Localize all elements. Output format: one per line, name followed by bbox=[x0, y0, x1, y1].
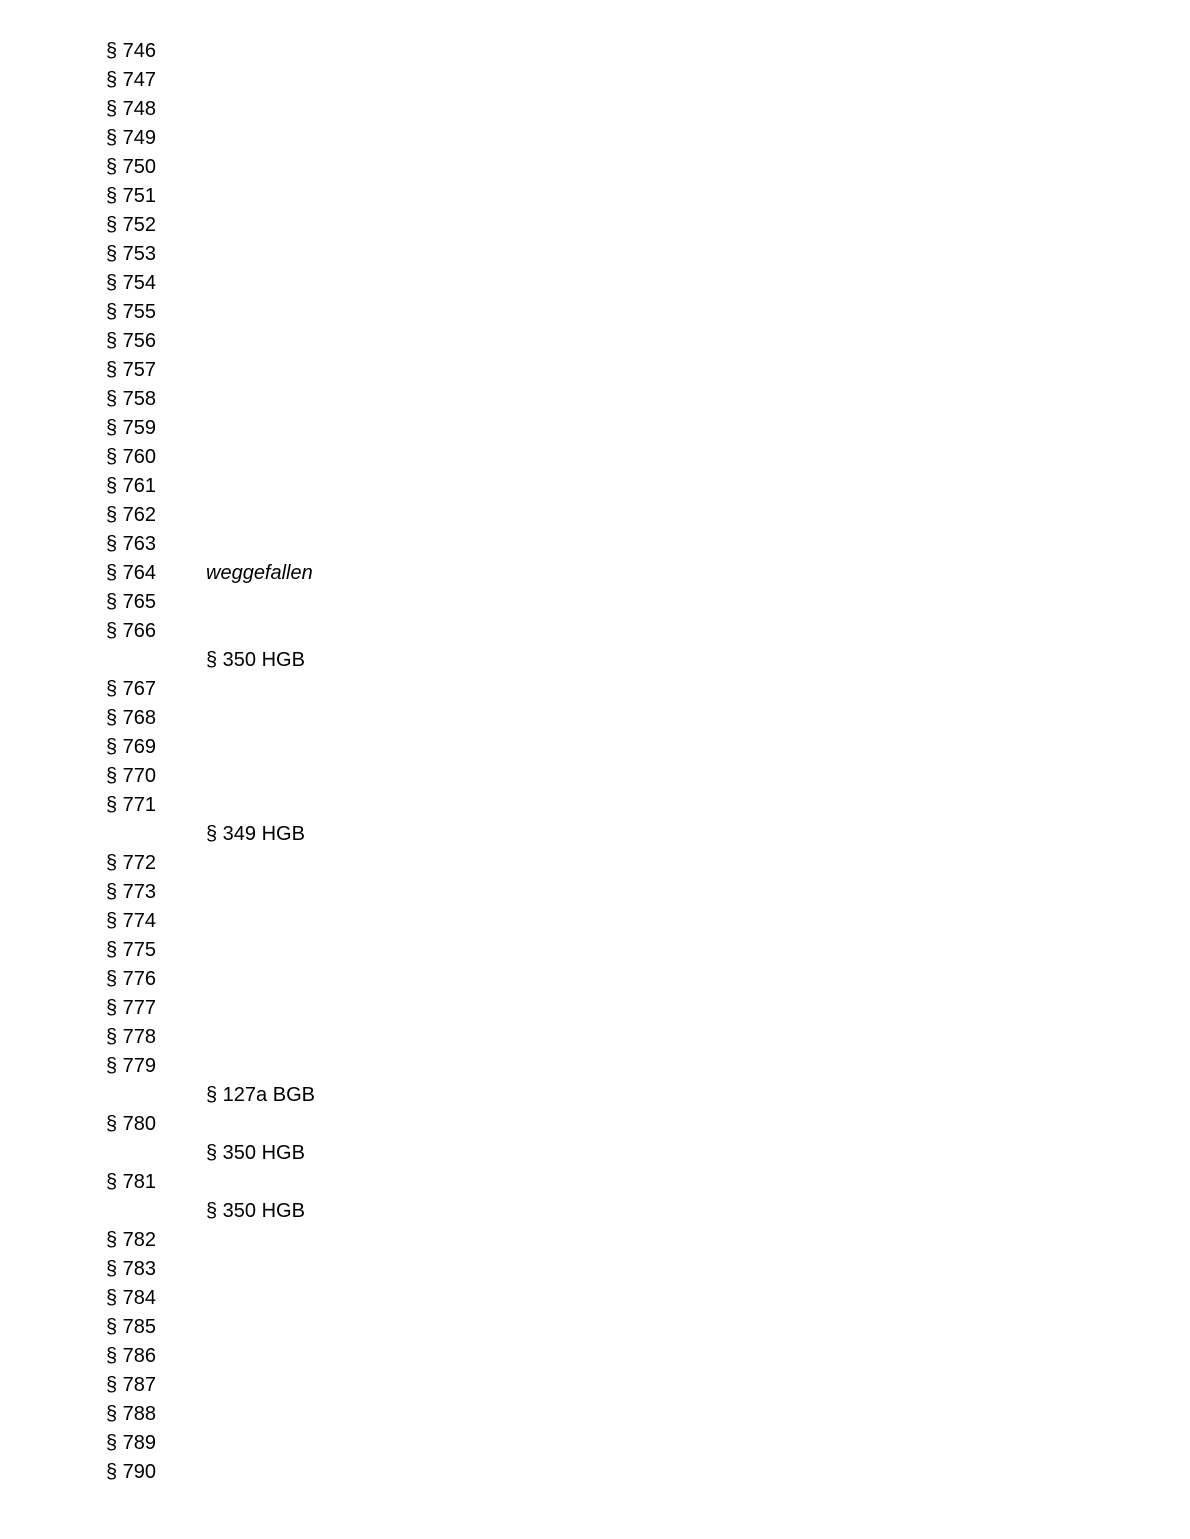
list-item bbox=[106, 1284, 506, 1313]
paragraph-number: § 751 bbox=[106, 185, 157, 207]
paragraph-number: § 782 bbox=[106, 1229, 157, 1251]
paragraph-number: § 750 bbox=[106, 156, 157, 178]
list-item bbox=[106, 37, 506, 66]
list-item bbox=[106, 1313, 506, 1342]
list-item bbox=[106, 1400, 506, 1429]
list-item bbox=[106, 733, 506, 762]
paragraph-number: § 786 bbox=[106, 1345, 157, 1367]
paragraph-number: § 762 bbox=[106, 504, 157, 526]
paragraph-number: § 749 bbox=[106, 127, 157, 149]
paragraph-number: § 756 bbox=[106, 330, 157, 352]
paragraph-number: § 758 bbox=[106, 388, 157, 410]
list-item bbox=[106, 1226, 506, 1255]
list-item bbox=[106, 327, 506, 356]
list-item bbox=[106, 298, 506, 327]
list-item bbox=[106, 878, 506, 907]
paragraph-number: § 766 bbox=[106, 620, 157, 642]
paragraph-number: § 746 bbox=[106, 40, 157, 62]
list-item bbox=[106, 501, 506, 530]
list-item bbox=[106, 1023, 506, 1052]
list-item bbox=[106, 211, 506, 240]
list-item bbox=[106, 182, 506, 211]
paragraph-number: § 790 bbox=[106, 1461, 157, 1483]
paragraph-number: § 778 bbox=[106, 1026, 157, 1048]
paragraph-list bbox=[106, 37, 506, 1487]
paragraph-number: § 765 bbox=[106, 591, 157, 613]
paragraph-number: § 764 bbox=[106, 562, 157, 584]
paragraph-number: § 753 bbox=[106, 243, 157, 265]
paragraph-number: § 789 bbox=[106, 1432, 157, 1454]
list-item bbox=[106, 1197, 506, 1226]
list-item bbox=[106, 443, 506, 472]
paragraph-number: § 760 bbox=[106, 446, 157, 468]
paragraph-note: weggefallen bbox=[206, 562, 313, 584]
paragraph-number: § 757 bbox=[106, 359, 157, 381]
paragraph-number: § 768 bbox=[106, 707, 157, 729]
list-item bbox=[106, 704, 506, 733]
list-item bbox=[106, 124, 506, 153]
list-item bbox=[106, 385, 506, 414]
list-item bbox=[106, 1371, 506, 1400]
paragraph-number: § 748 bbox=[106, 98, 157, 120]
paragraph-number: § 774 bbox=[106, 910, 157, 932]
list-item bbox=[106, 1255, 506, 1284]
paragraph-number: § 769 bbox=[106, 736, 157, 758]
paragraph-number: § 761 bbox=[106, 475, 157, 497]
list-item bbox=[106, 1052, 506, 1081]
paragraph-number: § 787 bbox=[106, 1374, 157, 1396]
paragraph-number: § 780 bbox=[106, 1113, 157, 1135]
paragraph-number: § 755 bbox=[106, 301, 157, 323]
list-item bbox=[106, 1458, 506, 1487]
list-item bbox=[106, 791, 506, 820]
list-item bbox=[106, 356, 506, 385]
paragraph-note: § 350 HGB bbox=[206, 1142, 305, 1164]
paragraph-note: § 350 HGB bbox=[206, 649, 305, 671]
list-item bbox=[106, 1081, 506, 1110]
list-item bbox=[106, 559, 506, 588]
paragraph-number: § 781 bbox=[106, 1171, 157, 1193]
list-item bbox=[106, 530, 506, 559]
paragraph-number: § 773 bbox=[106, 881, 157, 903]
paragraph-number: § 784 bbox=[106, 1287, 157, 1309]
list-item bbox=[106, 269, 506, 298]
paragraph-number: § 776 bbox=[106, 968, 157, 990]
list-item bbox=[106, 1139, 506, 1168]
paragraph-number: § 770 bbox=[106, 765, 157, 787]
list-item bbox=[106, 66, 506, 95]
list-item bbox=[106, 1342, 506, 1371]
list-item bbox=[106, 1110, 506, 1139]
paragraph-number: § 771 bbox=[106, 794, 157, 816]
list-item bbox=[106, 95, 506, 124]
list-item bbox=[106, 1168, 506, 1197]
paragraph-number: § 767 bbox=[106, 678, 157, 700]
paragraph-number: § 754 bbox=[106, 272, 157, 294]
list-item bbox=[106, 820, 506, 849]
paragraph-number: § 777 bbox=[106, 997, 157, 1019]
paragraph-number: § 783 bbox=[106, 1258, 157, 1280]
paragraph-number: § 775 bbox=[106, 939, 157, 961]
list-item bbox=[106, 588, 506, 617]
list-item bbox=[106, 936, 506, 965]
list-item bbox=[106, 907, 506, 936]
list-item bbox=[106, 994, 506, 1023]
paragraph-note: § 127a BGB bbox=[206, 1084, 315, 1106]
list-item bbox=[106, 240, 506, 269]
paragraph-number: § 759 bbox=[106, 417, 157, 439]
paragraph-number: § 788 bbox=[106, 1403, 157, 1425]
paragraph-note: § 350 HGB bbox=[206, 1200, 305, 1222]
paragraph-number: § 779 bbox=[106, 1055, 157, 1077]
list-item bbox=[106, 1429, 506, 1458]
paragraph-note: § 349 HGB bbox=[206, 823, 305, 845]
list-item bbox=[106, 414, 506, 443]
list-item bbox=[106, 675, 506, 704]
paragraph-number: § 747 bbox=[106, 69, 157, 91]
list-item bbox=[106, 617, 506, 646]
list-item bbox=[106, 965, 506, 994]
paragraph-number: § 785 bbox=[106, 1316, 157, 1338]
paragraph-number: § 772 bbox=[106, 852, 157, 874]
list-item bbox=[106, 849, 506, 878]
paragraph-number: § 752 bbox=[106, 214, 157, 236]
list-item bbox=[106, 472, 506, 501]
paragraph-number: § 763 bbox=[106, 533, 157, 555]
list-item bbox=[106, 646, 506, 675]
list-item bbox=[106, 762, 506, 791]
list-item bbox=[106, 153, 506, 182]
